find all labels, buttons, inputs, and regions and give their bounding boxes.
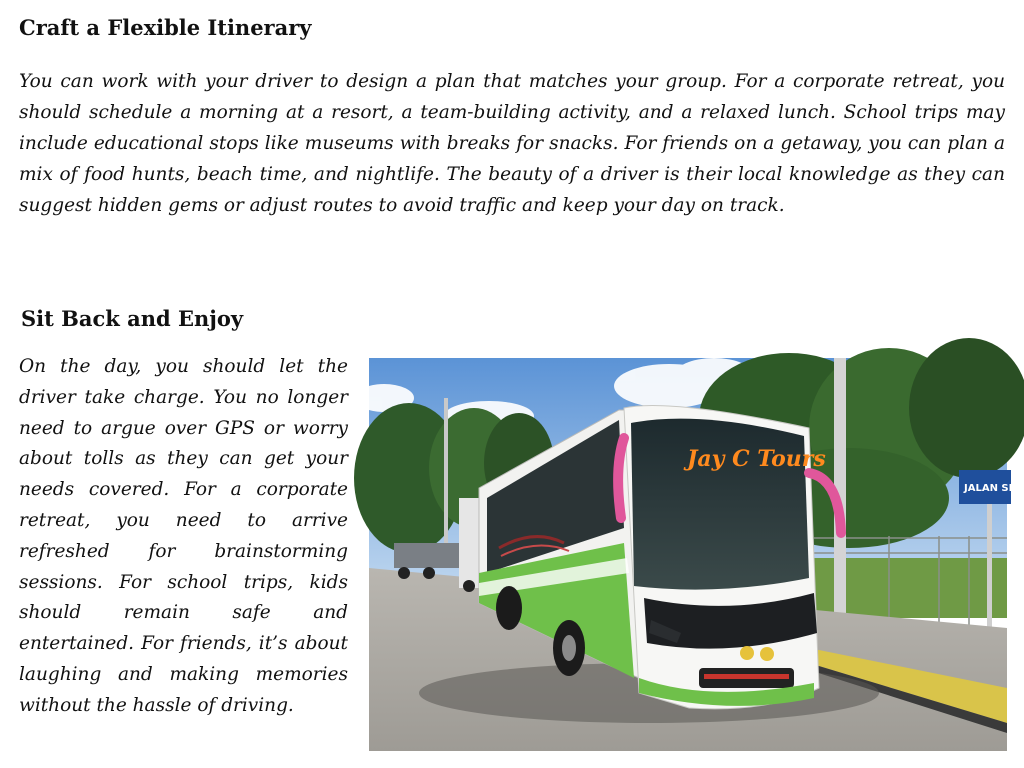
enjoy-paragraph: On the day, you should let the driver take charge. You no longer need to argue over GPS or worry about tolls as they can get your needs covered. For a corporate retreat, you need to arrive refreshed for brainstorming sessions. For school trips, kids should remain safe and entertained. For friends, it’s about laughing and making memories without the hassle of driving. xyxy=(19,356,348,716)
tour-bus-illustration xyxy=(369,358,1024,751)
bus-destination-sign: Jay C Tours xyxy=(687,446,826,472)
tour-bus-photo xyxy=(369,358,1024,751)
section-heading-enjoy: Sit Back and Enjoy xyxy=(21,306,244,331)
section-heading-itinerary: Craft a Flexible Itinerary xyxy=(19,15,312,40)
itinerary-paragraph: You can work with your driver to design a plan that matches your group. For a corporate retreat, you should schedule a morning at a resort, a team-building activity, and a relaxed lunch. School trips may include educational stops like museums with breaks for snacks. For friends on a getaway, you can plan a mix of food hunts, beach time, and nightlife. The beauty of a driver is their local knowledge as they can suggest hidden gems or adjust routes to avoid traffic and keep your day on track. xyxy=(19,71,1005,216)
light-pole xyxy=(444,398,448,568)
street-sign-label: JALAN SEH xyxy=(964,483,1024,494)
